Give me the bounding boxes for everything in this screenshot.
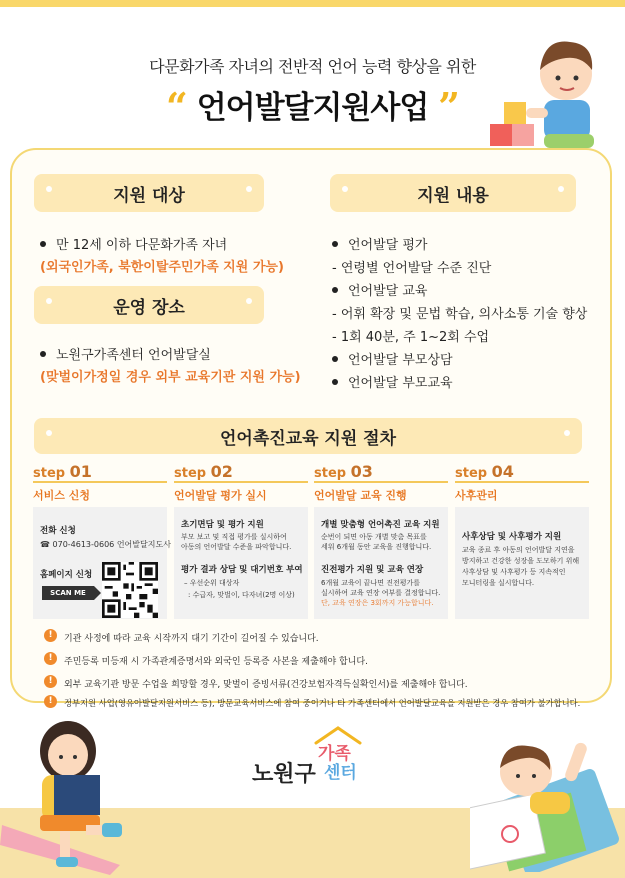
content-item: - 1회 40분, 주 1~2회 수업 — [332, 330, 490, 345]
step-title-2: 언어발달 평가 실시 — [174, 489, 267, 502]
step-divider — [33, 481, 167, 483]
warning-icon: ! — [44, 629, 57, 642]
step2-desc1b: 아동의 언어발달 수준을 파악합니다. — [181, 543, 292, 551]
step2-title1: 초기면담 및 평가 지원 — [181, 520, 264, 530]
step-word: step — [455, 466, 488, 481]
procedure-heading — [34, 418, 582, 454]
note-item: 주민등록 미등재 시 가족관계증명서와 외국인 등록증 사본을 제출해야 합니다. — [64, 657, 368, 667]
content-item: - 연령별 언어발달 수준 진단 — [332, 261, 492, 276]
note-item: 정부지원 사업(영유아발달지원서비스 등), 방문교육서비스에 참여 중이거나 타 가족센터에서 언어발달교육을 지원받은 경우 참여가 불가합니다. — [64, 698, 581, 708]
step-label-3 — [314, 462, 373, 481]
step3-desc2c: 단, 교육 연장은 3회까지 가능합니다. — [321, 599, 434, 607]
logo-word-family: 가족 — [318, 744, 351, 764]
content-item: - 어휘 확장 및 문법 학습, 의사소통 기술 향상 — [332, 307, 588, 322]
venue-heading — [34, 286, 264, 324]
quote-close: ” — [438, 84, 459, 129]
phone-line — [40, 539, 171, 550]
pill-dot-left — [342, 186, 348, 192]
step-title-4: 사후관리 — [455, 489, 498, 502]
page-title — [0, 82, 625, 129]
warning-icon: ! — [44, 695, 57, 708]
step2-desc2b: : 수급자, 맞벌이, 다자녀(2명 이상) — [188, 591, 295, 599]
title-text: 언어발달지원사업 — [196, 90, 429, 126]
step3-title2: 진전평가 지원 및 교육 연장 — [321, 565, 424, 575]
warning-icon: ! — [44, 675, 57, 688]
note-item: 기관 사정에 따라 교육 시작까지 대기 기간이 길어질 수 있습니다. — [64, 634, 319, 644]
step3-title1: 개별 맞춤형 언어촉진 교육 지원 — [321, 520, 440, 530]
phone-number[interactable]: ☎ 070-4613-0606 — [40, 540, 115, 549]
scan-me-badge: SCAN ME — [42, 586, 94, 600]
content-heading — [330, 174, 576, 212]
content-heading-label: 지원 내용 — [417, 185, 489, 206]
phone-apply-title: 전화 신청 — [40, 526, 76, 536]
logo-district: 노원구 — [252, 762, 316, 787]
warning-icon: ! — [44, 652, 57, 665]
procedure-heading-label: 언어촉진교육 지원 절차 — [219, 428, 397, 449]
target-line1: 만 12세 이하 다문화가족 자녀 — [40, 234, 227, 253]
step4-desc1d: 모니터링을 실시합니다. — [462, 579, 535, 587]
target-heading — [34, 174, 264, 212]
target-heading-label: 지원 대상 — [113, 185, 185, 206]
step-number: 01 — [69, 462, 92, 481]
step2-desc2a: – 우선순위 대상자 — [184, 579, 240, 587]
step4-title1: 사후상담 및 사후평가 지원 — [462, 532, 562, 542]
pill-dot-right — [564, 430, 570, 436]
step2-desc1a: 부모 보고 및 직접 평가를 실시하여 — [181, 533, 287, 541]
content-item: 언어발달 부모교육 — [332, 372, 453, 391]
pill-dot-left — [46, 186, 52, 192]
boy-drawing-illustration — [470, 722, 620, 872]
step-number: 03 — [350, 462, 373, 481]
content-item: 언어발달 교육 — [332, 280, 427, 299]
venue-heading-label: 운영 장소 — [113, 297, 185, 318]
step-number: 02 — [210, 462, 233, 481]
step3-desc1b: 세워 6개월 동안 교육을 진행합니다. — [321, 543, 432, 551]
step3-desc1a: 순번이 되면 아동 개별 맞춤 목표를 — [321, 533, 427, 541]
pill-dot-left — [46, 298, 52, 304]
step-divider — [314, 481, 448, 483]
qr-code-icon[interactable] — [102, 562, 158, 618]
step-divider — [174, 481, 308, 483]
venue-line2: (맞벌이가정일 경우 외부 교육기관 지원 가능) — [40, 370, 301, 385]
phone-suffix: 언어발달지도사 — [116, 540, 171, 549]
top-accent-bar — [0, 0, 625, 7]
step-word: step — [33, 466, 66, 481]
step4-desc1c: 사후상담 및 사후평가 등 지속적인 — [462, 568, 566, 576]
note-item: 외부 교육기관 방문 수업을 희망할 경우, 맞벌이 증빙서류(건강보험자격득실확인서)를 제출해야 합니다. — [64, 680, 468, 690]
step-label-4 — [455, 462, 514, 481]
venue-line1: 노원구가족센터 언어발달실 — [40, 344, 211, 363]
girl-reading-illustration — [0, 715, 150, 875]
step2-title2: 평가 결과 상담 및 대기번호 부여 — [181, 565, 303, 575]
step-title-1: 서비스 신청 — [33, 489, 90, 502]
step4-desc1b: 방지하고 건강한 성장을 도모하기 위해 — [462, 557, 580, 565]
step3-desc2a: 6개월 교육이 끝나면 진전평가를 — [321, 579, 421, 587]
quote-open: “ — [166, 84, 187, 129]
pill-dot-right — [246, 298, 252, 304]
step3-desc2b: 실시하여 교육 연장 여부를 결정합니다. — [321, 589, 441, 597]
web-apply-title: 홈페이지 신청 — [40, 570, 93, 580]
step-label-1 — [33, 462, 92, 481]
step-word: step — [314, 466, 347, 481]
pill-dot-right — [246, 186, 252, 192]
target-line2: (외국인가족, 북한이탈주민가족 지원 가능) — [40, 260, 284, 275]
step-word: step — [174, 466, 207, 481]
step-label-2 — [174, 462, 233, 481]
step4-desc1a: 교육 종료 후 아동의 언어발달 지연을 — [462, 546, 575, 554]
step-number: 04 — [491, 462, 514, 481]
logo-word-center: 센터 — [324, 763, 357, 783]
content-item: 언어발달 부모상담 — [332, 349, 453, 368]
content-item: 언어발달 평가 — [332, 234, 427, 253]
pill-dot-right — [558, 186, 564, 192]
header-subtitle: 다문화가족 자녀의 전반적 언어 능력 향상을 위한 — [149, 57, 476, 76]
step-divider — [455, 481, 589, 483]
step-title-3: 언어발달 교육 진행 — [314, 489, 407, 502]
pill-dot-left — [46, 430, 52, 436]
